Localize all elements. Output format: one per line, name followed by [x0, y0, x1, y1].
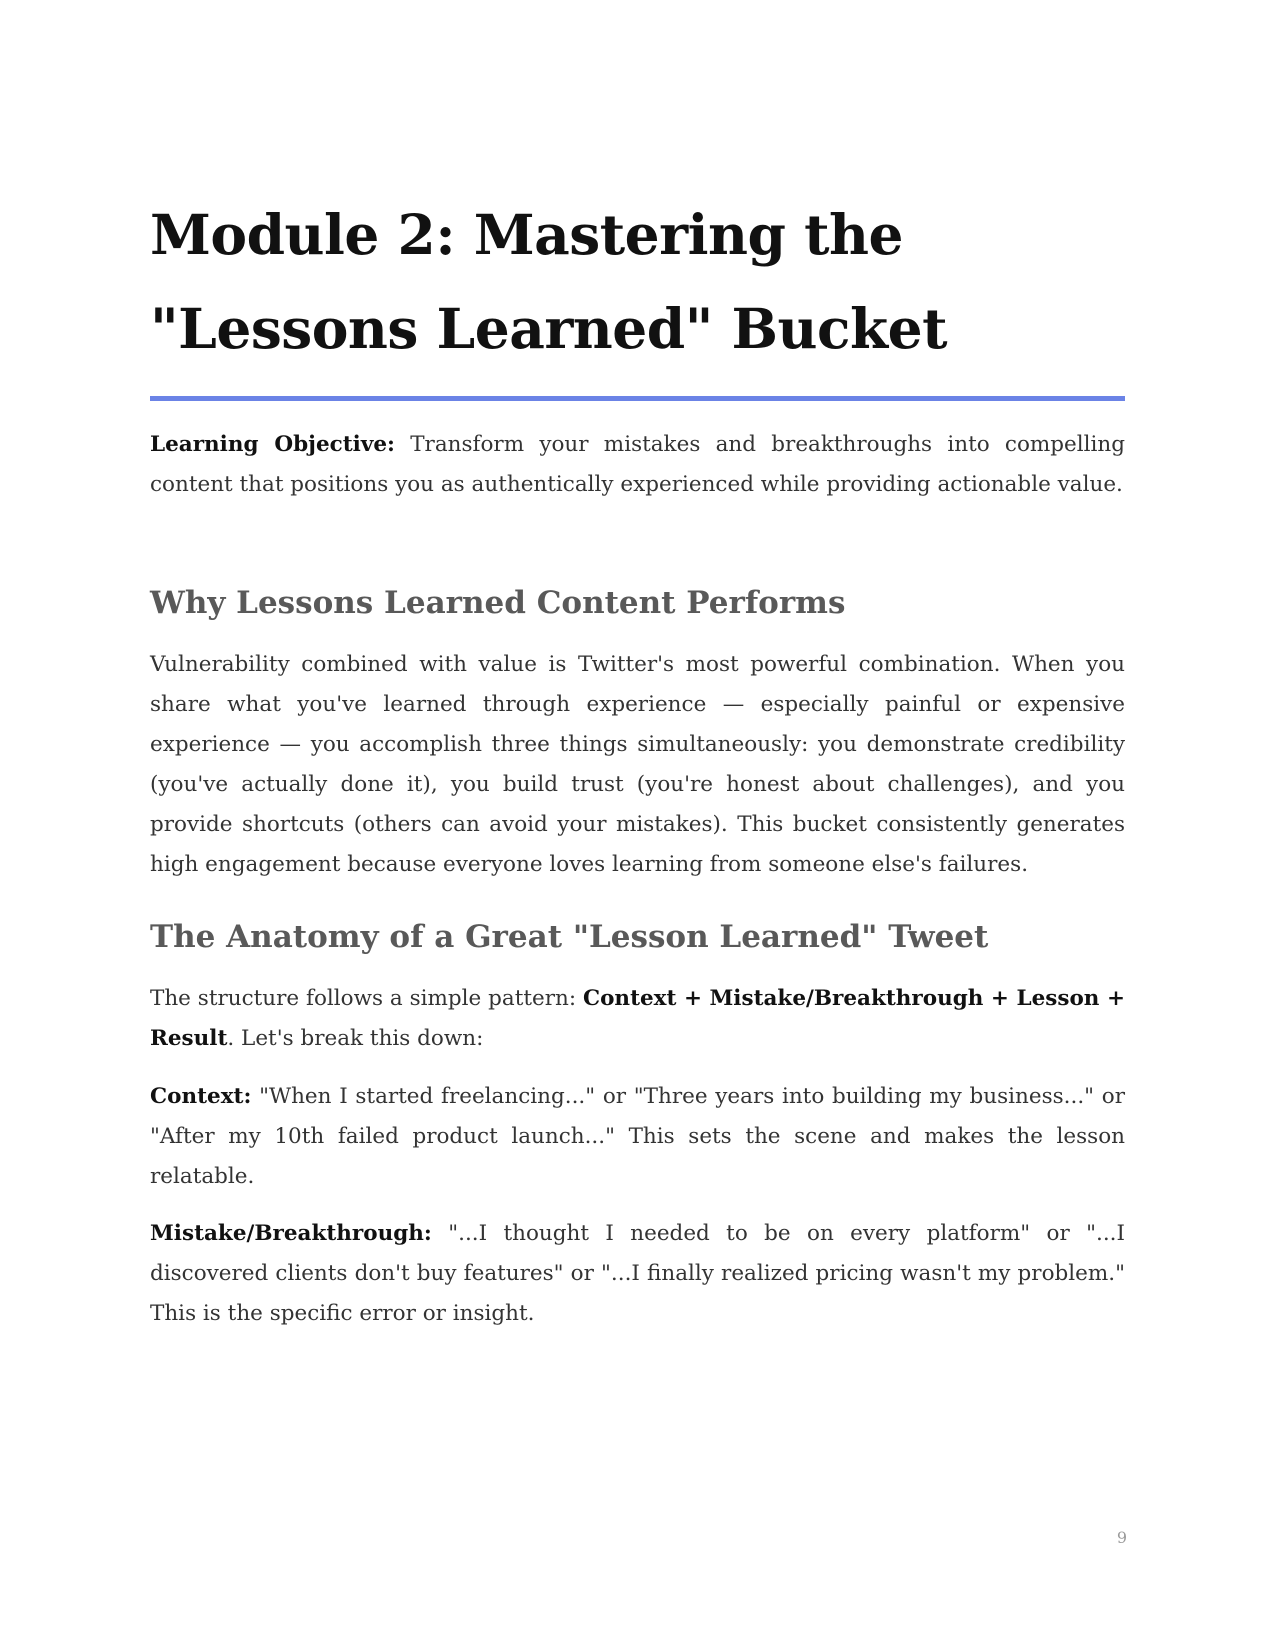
context-label: Context:: [150, 1084, 252, 1109]
section-heading-why-performs: Why Lessons Learned Content Performs: [150, 585, 846, 621]
learning-objective-label: Learning Objective:: [150, 432, 395, 457]
page-number: 9: [1116, 1528, 1127, 1547]
structure-intro-prefix: The structure follows a simple pattern:: [150, 986, 583, 1011]
title-divider: [150, 396, 1125, 401]
section-heading-anatomy: The Anatomy of a Great "Lesson Learned" Tweet: [150, 919, 989, 955]
mistake-breakthrough-label: Mistake/Breakthrough:: [150, 1221, 432, 1246]
mistake-breakthrough-paragraph: [150, 1214, 1125, 1334]
why-performs-paragraph: Vulnerability combined with value is Twitter's most powerful combination. When you share what you've learned through experience — especially painful or expensive experience — you accomplish three things simultaneously: you demonstrate credibility (you've actually done it), you build trust (you're honest about challenges), and you provide shortcuts (others can avoid your mistakes). This bucket consistently generates high engagement because everyone loves learning from someone else's failures.: [150, 652, 1125, 877]
context-text: "When I started freelancing..." or "Three years into building my business..." or "After my 10th failed product launch..." This sets the scene and makes the lesson relatable.: [150, 1084, 1125, 1189]
learning-objective-paragraph: [150, 425, 1125, 505]
mistake-breakthrough-text: "...I thought I needed to be on every platform" or "...I discovered clients don't buy features" or "...I finally realized pricing wasn't my problem." This is the specific error or insight.: [150, 1221, 1125, 1326]
structure-formula: Context + Mistake/Breakthrough + Lesson + Result: [150, 986, 1125, 1051]
structure-intro-suffix: . Let's break this down:: [227, 1026, 484, 1051]
page-title: [150, 188, 1125, 376]
context-paragraph: [150, 1077, 1125, 1197]
structure-intro-paragraph: [150, 979, 1125, 1059]
page-title-line-1: Module 2: Mastering the: [150, 202, 903, 267]
learning-objective-text: Transform your mistakes and breakthroughs into compelling content that positions you as authentically experienced while providing actionable value.: [150, 432, 1125, 497]
page-title-line-2: "Lessons Learned" Bucket: [150, 296, 948, 361]
